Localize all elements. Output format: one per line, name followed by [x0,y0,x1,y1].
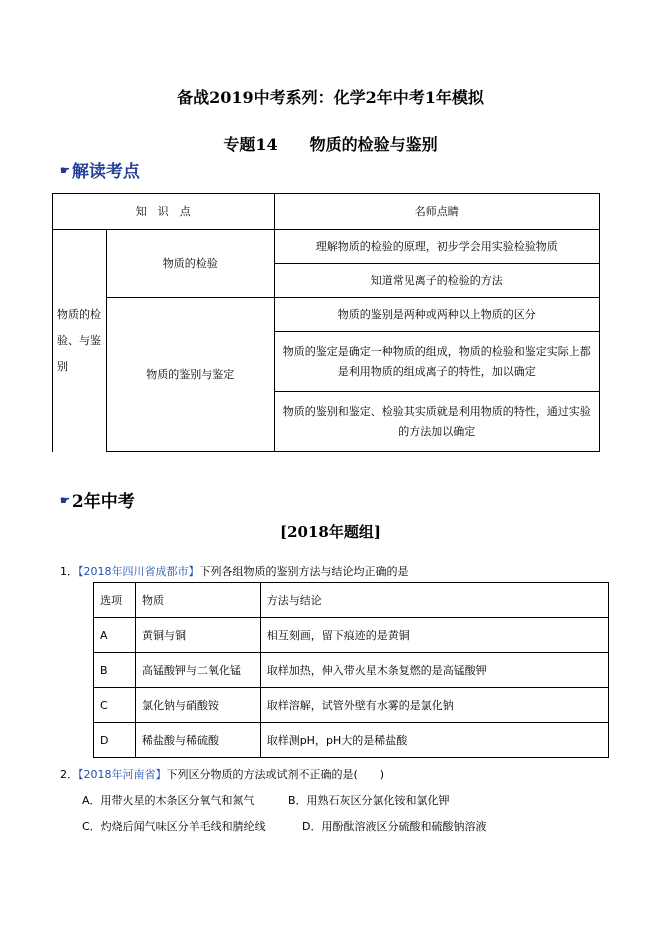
tip-cell: 物质的鉴别是两种或两种以上物质的区分 [274,298,599,332]
substance-cell: 稀盐酸与稀硫酸 [135,723,260,758]
header-substance: 物质 [135,583,260,618]
substance-cell: 高锰酸钾与二氧化锰 [135,653,260,688]
option-d: D．用酚酞溶液区分硫酸和硫酸钠溶液 [302,820,487,833]
tip-cell: 理解物质的检验的原理，初步学会用实验检验物质 [274,230,599,264]
option-letter: A [94,618,136,653]
method-cell: 取样测pH，pH大的是稀盐酸 [260,723,608,758]
section-label: 2年中考 [71,492,135,512]
question-2 [60,766,384,782]
category-cell: 物质的检验、与鉴别 [53,230,107,452]
topic-subtitle: 专题14 物质的检验与鉴别 [223,135,438,154]
option-c: C．灼烧后闻气味区分羊毛线和腈纶线 [82,820,266,833]
method-cell: 取样加热，伸入带火星木条复燃的是高锰酸钾 [260,653,608,688]
header-knowledge: 知 识 点 [53,194,275,230]
section-heading-two-year-exams [60,487,135,512]
document-title: 备战2019中考系列：化学2年中考1年模拟 [177,88,484,107]
tip-cell: 物质的鉴别和鉴定、检验其实质就是利用物质的特性，通过实验的方法加以确定 [274,392,599,452]
section-heading-key-points [60,157,140,182]
pointing-hand-icon: ☛ [60,164,70,177]
method-cell: 取样溶解，试管外壁有水雾的是氯化钠 [260,688,608,723]
question-number: 2． [60,768,78,781]
header-tips: 名师点睛 [274,194,599,230]
header-option: 选项 [94,583,136,618]
substance-cell: 氯化钠与硝酸铵 [135,688,260,723]
question-source: 【2018年四川省成都市】 [78,565,200,578]
question-group-title: [2018年题组] [280,523,381,541]
topic-cell: 物质的鉴别与鉴定 [106,298,274,452]
question-1 [60,563,409,579]
tip-cell: 物质的鉴定是确定一种物质的组成，物质的检验和鉴定实际上都是利用物质的组成离子的特性，加以确定 [274,332,599,392]
question-source: 【2018年河南省】 [78,768,167,781]
question-number: 1． [60,565,78,578]
option-letter: B [94,653,136,688]
topic-cell: 物质的检验 [106,230,274,298]
question-text: 下列各组物质的鉴别方法与结论均正确的是 [199,565,409,578]
header-method: 方法与结论 [260,583,608,618]
option-a: A．用带火星的木条区分氧气和氮气 [82,794,255,807]
question-text: 下列区分物质的方法或试剂不正确的是( ) [166,768,385,781]
option-letter: D [94,723,136,758]
question-1-table [93,582,609,758]
method-cell: 相互刻画，留下痕迹的是黄铜 [260,618,608,653]
pointing-hand-icon: ☛ [60,494,70,507]
tip-cell: 知道常见离子的检验的方法 [274,264,599,298]
substance-cell: 黄铜与铜 [135,618,260,653]
knowledge-point-table [52,193,600,452]
option-letter: C [94,688,136,723]
section-label: 解读考点 [71,162,140,182]
option-b: B．用熟石灰区分氯化铵和氯化钾 [288,794,450,807]
